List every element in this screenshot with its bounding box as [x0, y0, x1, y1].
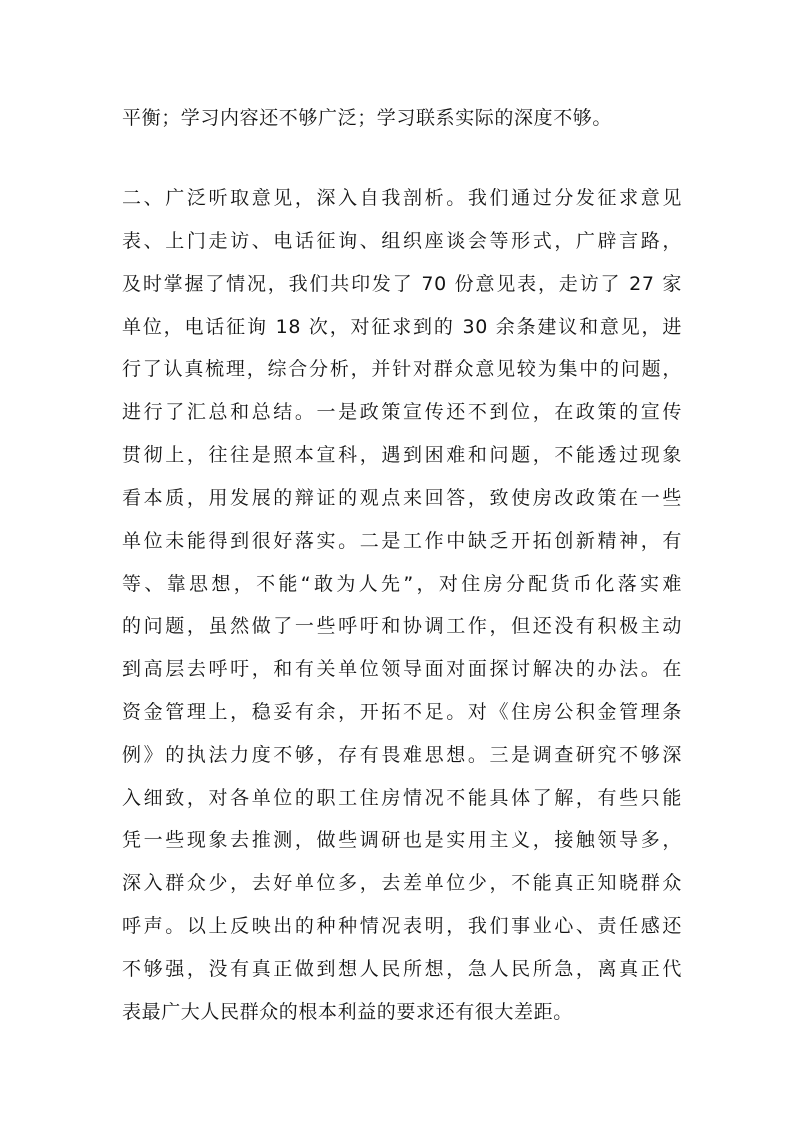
paragraph-2-line-5: 行了认真梳理，综合分析，并针对群众意见较为集中的问题， — [122, 358, 682, 380]
paragraph-2-line-14: 例》的执法力度不够，存有畏难思想。三是调查研究不够深 — [122, 744, 682, 766]
paragraph-2-line-15: 入细致，对各单位的职工住房情况不能具体了解，有些只能 — [122, 787, 682, 809]
paragraph-2-line-9: 单位未能得到很好落实。二是工作中缺乏开拓创新精神，有 — [122, 530, 682, 552]
paragraph-2-line-4: 单位，电话征询 18 次，对征求到的 30 余条建议和意见，进 — [122, 316, 682, 338]
paragraph-2-line-6: 进行了汇总和总结。一是政策宣传还不到位，在政策的宣传 — [122, 401, 682, 423]
paragraph-2-line-20: 表最广大人民群众的根本利益的要求还有很大差距。 — [122, 1001, 573, 1023]
paragraph-2-line-16: 凭一些现象去推测，做些调研也是实用主义，接触领导多， — [122, 829, 682, 851]
paragraph-2-line-17: 深入群众少，去好单位多，去差单位少，不能真正知晓群众 — [122, 872, 682, 894]
paragraph-2-line-13: 资金管理上，稳妥有余，开拓不足。对《住房公积金管理条 — [122, 701, 682, 723]
paragraph-2-line-10: 等、靠思想，不能“敢为人先”，对住房分配货币化落实难 — [122, 573, 682, 595]
paragraph-2-line-1: 二、广泛听取意见，深入自我剖析。我们通过分发征求意见 — [122, 187, 682, 209]
paragraph-2-line-11: 的问题，虽然做了一些呼吁和协调工作，但还没有积极主动 — [122, 615, 682, 637]
paragraph-2-line-2: 表、上门走访、电话征询、组织座谈会等形式，广辟言路， — [122, 230, 682, 252]
paragraph-2-line-12: 到高层去呼吁，和有关单位领导面对面探讨解决的办法。在 — [122, 658, 682, 680]
paragraph-2-line-19: 不够强，没有真正做到想人民所想，急人民所急，离真正代 — [122, 958, 682, 980]
paragraph-1-line-1: 平衡；学习内容还不够广泛；学习联系实际的深度不够。 — [122, 107, 613, 129]
paragraph-2-line-8: 看本质，用发展的辩证的观点来回答，致使房改政策在一些 — [122, 487, 682, 509]
paragraph-2-line-3: 及时掌握了情况，我们共印发了 70 份意见表，走访了 27 家 — [122, 273, 682, 295]
paragraph-2-line-18: 呼声。以上反映出的种种情况表明，我们事业心、责任感还 — [122, 915, 682, 937]
paragraph-2-line-7: 贯彻上，往往是照本宣科，遇到困难和问题，不能透过现象 — [122, 444, 682, 466]
